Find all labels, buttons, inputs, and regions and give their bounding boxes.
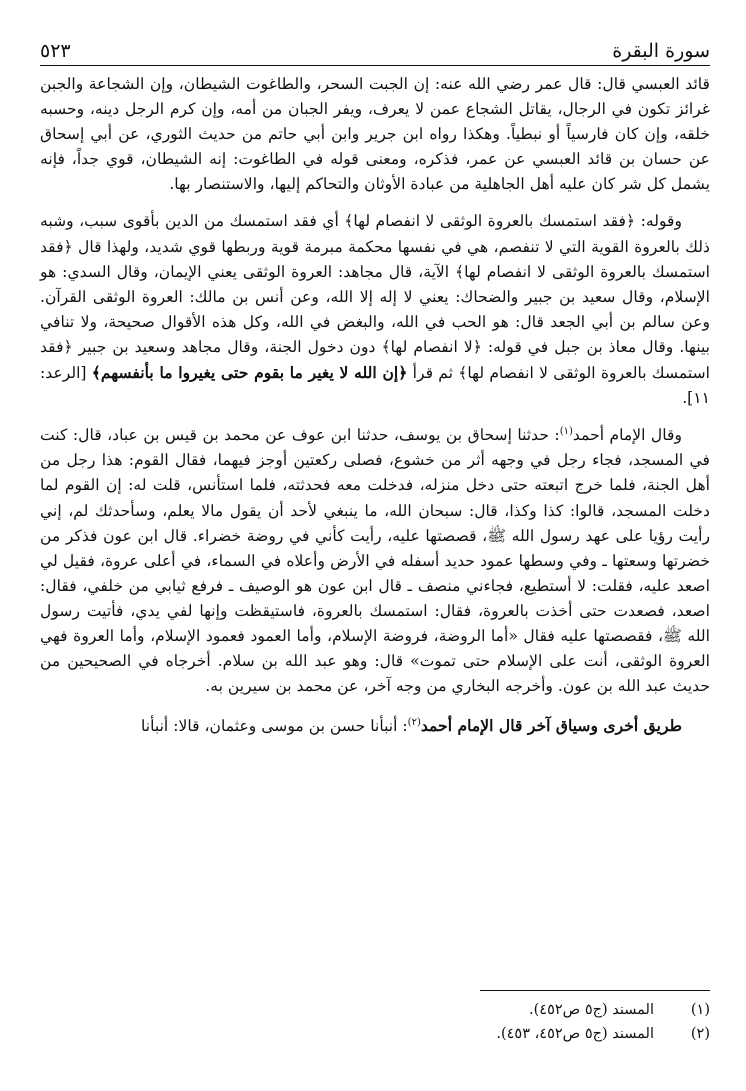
paragraph-2-text: وقوله: ﴿فقد استمسك بالعروة الوثقى لا انفصام لها﴾ أي فقد استمسك من الدين بأقوى سبب، وشبه ذلك بالعروة القوية التي لا تنفصم، هي في نفسها محكمة مبرمة قوية وربطها قوي شديد، ولهذا قال ﴿فقد استمسك بالعروة الوثقى لا انفصام لها﴾ الآية، قال مجاهد: العروة الوثقى يعني الإيمان، وقال السدي: هو الإسلام، وقال سعيد بن جبير والضحاك: يعني لا إله إلا الله، وعن أنس بن مالك: العروة الوثقى القرآن. وعن سالم بن أبي الجعد قال: هو الحب في الله، والبغض في الله، وكل هذه الأقوال صحيحة، ولا تنافي بينها. وقال معاذ بن جبل في قوله: ﴿لا انفصام لها﴾ دون دخول الجنة، وقال مجاهد وسعيد بن جبير ﴿فقد استمسك بالعروة الوثقى لا انفصام لها﴾ ثم قرأ bbox=[40, 212, 710, 383]
main-text bbox=[40, 72, 710, 751]
paragraph-3 bbox=[40, 423, 710, 699]
surah-title: سورة البقرة bbox=[612, 40, 710, 62]
footnote-marker-2[interactable]: (٢) bbox=[407, 717, 421, 729]
footnotes bbox=[40, 998, 710, 1046]
footnote-divider bbox=[480, 990, 710, 991]
paragraph-2 bbox=[40, 209, 710, 411]
footnote-marker-1[interactable]: (١) bbox=[559, 426, 573, 438]
section-heading-bold: طريق أخرى وسياق آخر قال الإمام أحمد bbox=[420, 716, 682, 736]
paragraph-3-text: : حدثنا إسحاق بن يوسف، حدثنا ابن عوف عن محمد بن قيس بن عباد، قال: كنت في المسجد، فجاء رجل في وجهه أثر من خشوع، فصلى ركعتين أوجز فيهما، فقال القوم: هذا رجل من أهل الجنة، فلما خرج اتبعته حتى دخل منزله، فدخلت معه فحدثته، فلما استأنس، قلت له: إن القوم لما دخلت المسجد، قالوا: كذا وكذا، قال: سبحان الله، ما ينبغي لأحد أن يقول مالا يعلم، وسأحدثك لم، إني رأيت رؤيا على عهد رسول الله ﷺ، قصصتها عليه، رأيت كأني في روضة خضراء. قال ابن عون فذكر من خضرتها وسعتها ـ وفي وسطها عمود حديد أسفله في الأرض وأعلاه في السماء، في أعلى عروة، فقيل لي اصعد عليه، فقلت: لا أستطيع، فجاءني منصف ـ قال ابن عون هو الوصيف ـ فرفع ثيابي من خلفي، فقال: اصعد، فصعدت حتى أخذت بالعروة، فقال: استمسك بالعروة، فاستيقظت وإنها لفي يدي، فأتيت رسول الله ﷺ، فقصصتها عليه فقال «أما الروضة، فروضة الإسلام، وأما العمود فعمود الإسلام، وأما العروة فهي العروة الوثقى، أنت على الإسلام حتى تموت» قال: وهو عبد الله بن سلام. أخرجاه في الصحيحين من حديث عبد الله بن عون. وأخرجه البخاري من وجه آخر، عن محمد بن سيرين به. bbox=[40, 426, 710, 696]
paragraph-1-text: قائد العبسي قال: قال عمر رضي الله عنه: إن الجبت السحر، والطاغوت الشيطان، وإن الشجاعة والجبن غرائز تكون في الرجال، يقاتل الشجاع عمن لا يعرف، ويفر الجبان من أمه، وإن كرم الرجل دينه، وحسبه خلقه، وإن كان فارسياً أو نبطياً. وهكذا رواه ابن جرير وابن أبي حاتم من حديث الثوري، عن أبي إسحاق عن حسان بن قائد العبسي عن عمر، فذكره، ومعنى قوله في الطاغوت: إنه الشيطان، قوي جداً، فإنه يشمل كل شر كان عليه أهل الجاهلية من عبادة الأوثان والتحاكم إليها، والاستنصار بها. bbox=[40, 75, 711, 194]
footnote-2-number: (٢) bbox=[690, 1026, 710, 1042]
footnote-2 bbox=[40, 1022, 710, 1046]
paragraph-4 bbox=[40, 713, 710, 739]
page-number: ٥٢٣ bbox=[40, 40, 71, 62]
paragraph-1 bbox=[40, 72, 710, 197]
paragraph-4-text: : أنبأنا حسن بن موسى وعثمان، قالا: أنبأنا bbox=[141, 717, 408, 736]
paragraph-3-intro: وقال الإمام أحمد bbox=[572, 426, 682, 445]
footnote-2-text: المسند (ج٥ ص٤٥٢، ٤٥٣). bbox=[496, 1026, 654, 1042]
footnote-1-text: المسند (ج٥ ص٤٥٢). bbox=[529, 1002, 654, 1018]
footnote-1 bbox=[40, 998, 710, 1022]
page-header bbox=[40, 34, 710, 66]
footnote-1-number: (١) bbox=[690, 1002, 710, 1018]
quran-verse-bold: ﴿إن الله لا يغير ما بقوم حتى يغيروا ما بأنفسهم﴾ bbox=[91, 363, 408, 383]
verse-reference: [الرعد: ١١]. bbox=[40, 364, 710, 408]
